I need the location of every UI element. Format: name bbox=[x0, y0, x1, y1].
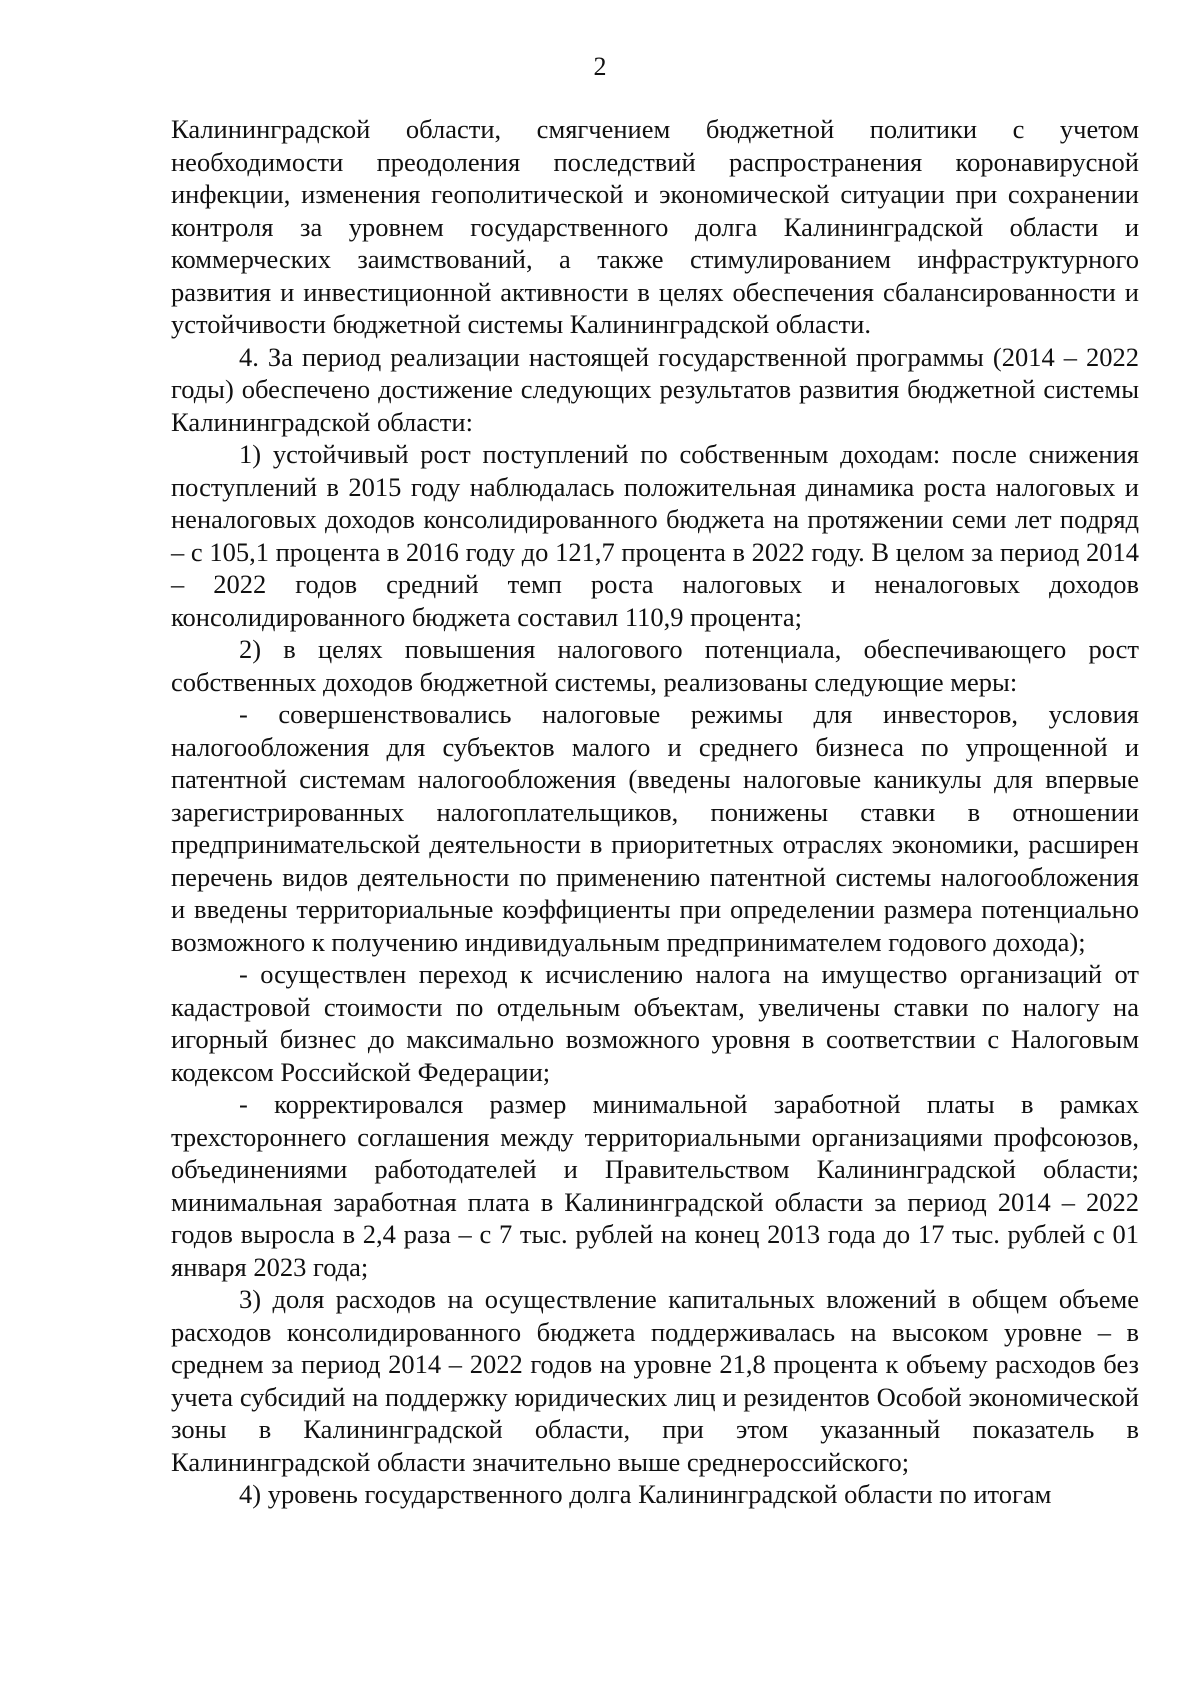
paragraph-subitem-4: 4) уровень государственного долга Калининградской области по итогам bbox=[239, 1479, 1052, 1509]
paragraph-subitem-3: 3) доля расходов на осуществление капитальных вложений в общем объеме расходов консолидированного бюджета поддерживалась на высоком уровне – в среднем за период 2014 – 2022 годов на уровне 21,8 процента к объему расходов без учета субсидий на поддержку юридических лиц и резидентов Особой экономической зоны в Калининградской области, при этом указанный показатель в Калининградской области значительно выше среднероссийского; bbox=[171, 1284, 1139, 1477]
page-number: 2 bbox=[593, 52, 607, 81]
document-body bbox=[171, 113, 1139, 1511]
paragraph-item-4: 4. За период реализации настоящей государственной программы (2014 – 2022 годы) обеспечено достижение следующих результатов развития бюджетной системы Калининградской области: bbox=[171, 341, 1139, 437]
paragraph-bullet-minimum-wage: - корректировался размер минимальной заработной платы в рамках трехстороннего соглашения между территориальными организациями профсоюзов, объединениями работодателей и Правительством Калининградской области; минимальная заработная плата в Калининградской области за период 2014 – 2022 годов выросла в 2,4 раза – с 7 тыс. рублей на конец 2013 года до 17 тыс. рублей с 01 января 2023 года; bbox=[171, 1089, 1139, 1282]
paragraph-subitem-2: 2) в целях повышения налогового потенциала, обеспечивающего рост собственных доходов бюджетной системы, реализованы следующие меры: bbox=[171, 634, 1139, 697]
paragraph-bullet-tax-regimes: - совершенствовались налоговые режимы для инвесторов, условия налогообложения для субъектов малого и среднего бизнеса по упрощенной и патентной системам налогообложения (введены налоговые каникулы для впервые зарегистрированных налогоплательщиков, понижены ставки в отношении предпринимательской деятельности в приоритетных отраслях экономики, расширен перечень видов деятельности по применению патентной системы налогообложения и введены территориальные коэффициенты при определении размера потенциально возможного к получению индивидуальным предпринимателем годового дохода); bbox=[171, 699, 1139, 957]
paragraph-subitem-1: 1) устойчивый рост поступлений по собственным доходам: после снижения поступлений в 2015 году наблюдалась положительная динамика роста налоговых и неналоговых доходов консолидированного бюджета на протяжении семи лет подряд – с 105,1 процента в 2016 году до 121,7 процента в 2022 году. В целом за период 2014 – 2022 годов средний темп роста налоговых и неналоговых доходов консолидированного бюджета составил 110,9 процента; bbox=[171, 439, 1139, 632]
paragraph-bullet-property-tax: - осуществлен переход к исчислению налога на имущество организаций от кадастровой стоимости по отдельным объектам, увеличены ставки по налогу на игорный бизнес до максимально возможного уровня в соответствии с Налоговым кодексом Российской Федерации; bbox=[171, 959, 1139, 1087]
paragraph-continuation: Калининградской области, смягчением бюджетной политики с учетом необходимости преодоления последствий распространения коронавирусной инфекции, изменения геополитической и экономической ситуации при сохранении контроля за уровнем государственного долга Калининградской области и коммерческих заимствований, а также стимулированием инфраструктурного развития и инвестиционной активности в целях обеспечения сбалансированности и устойчивости бюджетной системы Калининградской области. bbox=[171, 114, 1139, 339]
